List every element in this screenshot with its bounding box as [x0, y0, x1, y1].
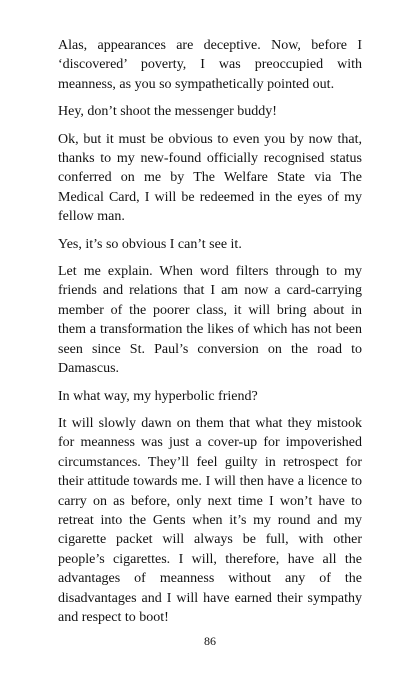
page-body [58, 36, 362, 635]
page-number: 86 [204, 634, 216, 648]
paragraph-5: Let me explain. When word filters through to my friends and relations that I am now a card-carrying member of the poorer class, it will bring about in them a transformation the likes of which has not been seen since St. Paul’s conversion on the road to Damascus. [58, 264, 362, 377]
paragraph-2: Hey, don’t shoot the messenger buddy! [58, 104, 277, 120]
paragraph-7: It will slowly dawn on them that what they mistook for meanness was just a cover-up for impoverished circumstances. They’ll feel guilty in retrospect for their attitude towards me. I will then have a licence to carry on as before, only next time I won’t have to retreat into the Gents when it’s my round and my cigarette packet will always be full, with other people’s cigarettes. I will, therefore, have all the advantages of meanness without any of the disadvantages and I will have earned their sympathy and respect to boot! [58, 415, 362, 625]
paragraph-3: Ok, but it must be obvious to even you by now that, thanks to my new-found officially recognised status conferred on me by The Welfare State via The Medical Card, I will be redeemed in the eyes of my fellow man. [58, 131, 362, 225]
paragraph-4: Yes, it’s so obvious I can’t see it. [58, 236, 242, 252]
paragraph-6: In what way, my hyperbolic friend? [58, 388, 258, 404]
paragraph-1: Alas, appearances are deceptive. Now, before I ‘discovered’ poverty, I was preoccupied with meanness, as you so sympathetically pointed out. [58, 38, 362, 92]
